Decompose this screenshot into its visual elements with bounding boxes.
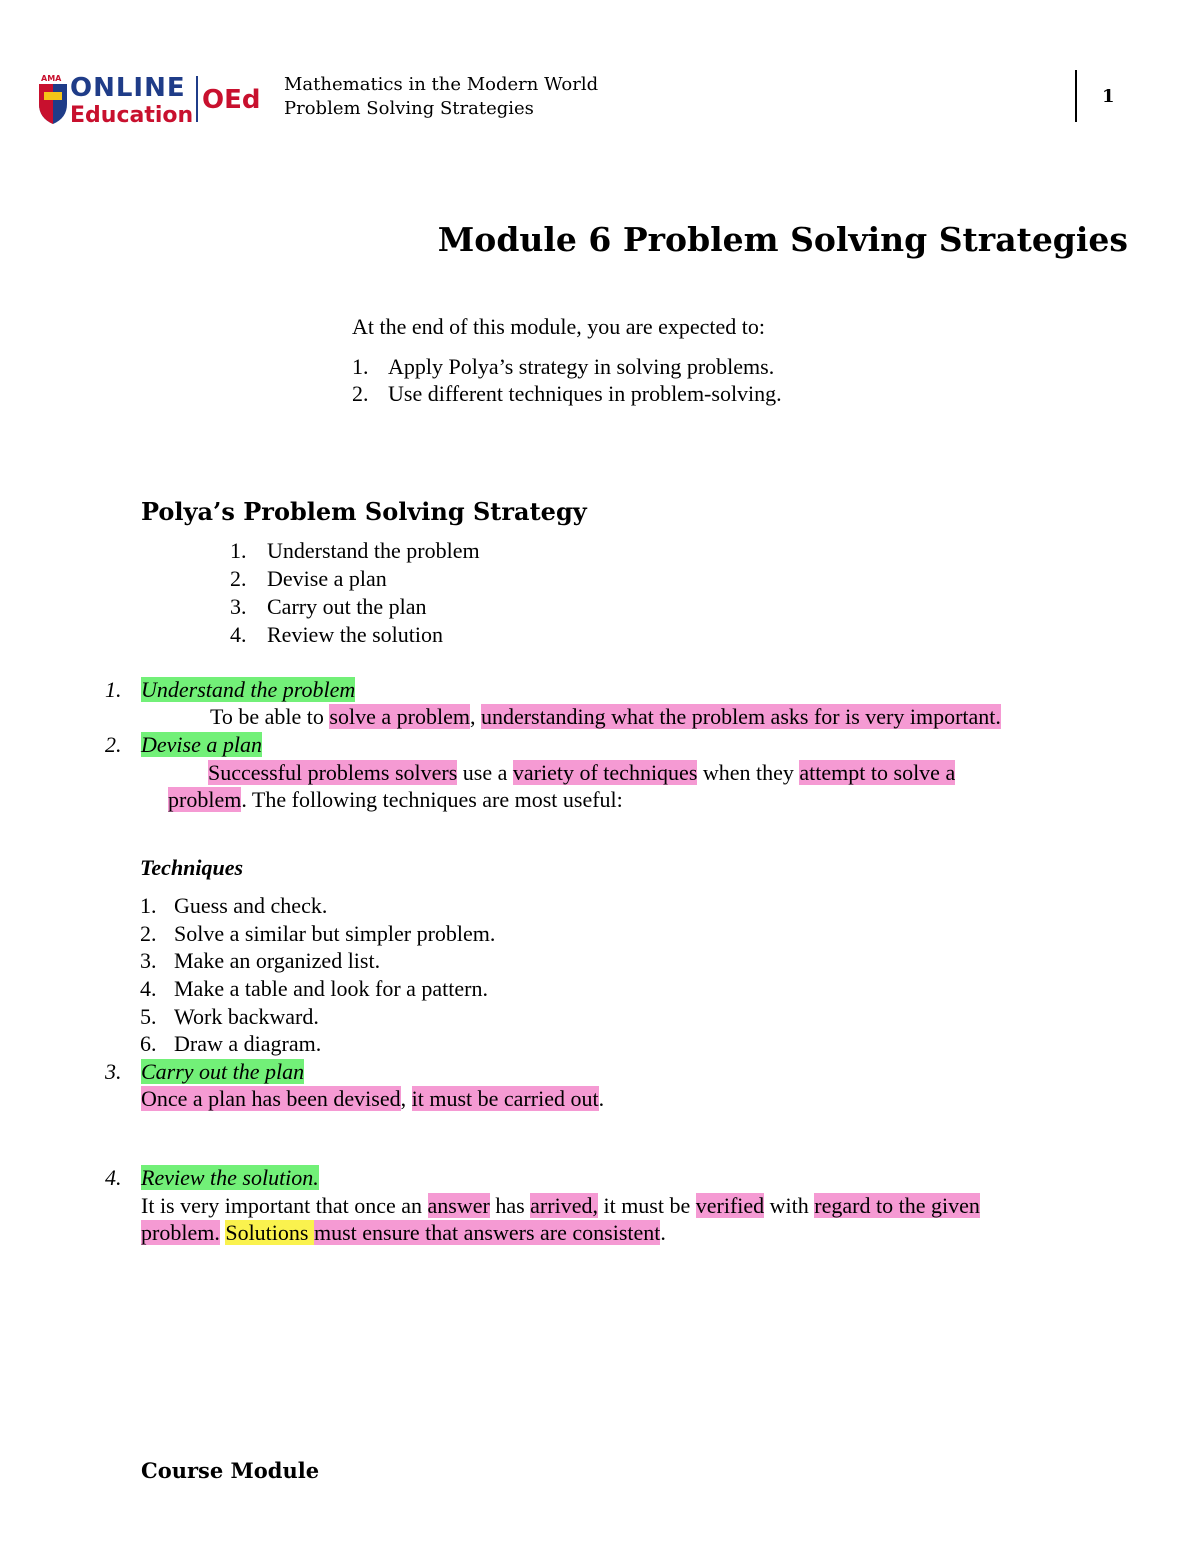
polya-step: 2. Devise a plan: [230, 566, 387, 591]
online-education-logo: [36, 70, 270, 126]
shield-text: AMA: [41, 74, 62, 83]
logo-mark: OEd: [202, 85, 261, 115]
technique-item: 3. Make an organized list.: [140, 948, 381, 973]
section-heading-carry: 3. Carry out the plan: [105, 1059, 305, 1084]
review-paragraph-line2: problem. Solutions must ensure that answers are consistent.: [141, 1220, 666, 1245]
devise-paragraph-line2: problem. The following techniques are most useful:: [168, 787, 623, 812]
header-module-subtitle: Problem Solving Strategies: [284, 98, 534, 119]
page-number: 1: [1102, 86, 1115, 107]
footer-course-module: Course Module: [141, 1458, 320, 1483]
polya-step: 1. Understand the problem: [230, 538, 480, 563]
polya-step: 4. Review the solution: [230, 622, 443, 647]
section-heading-devise: 2. Devise a plan: [105, 732, 262, 757]
review-paragraph-line1: It is very important that once an answer has arrived, it must be verified with regard to the given: [141, 1193, 980, 1218]
polya-step: 3. Carry out the plan: [230, 594, 427, 619]
section-heading-review: 4. Review the solution.: [105, 1165, 319, 1190]
logo-brand-top: ONLINE: [70, 73, 186, 103]
page-title: Module 6 Problem Solving Strategies: [437, 220, 1128, 259]
shield-icon: [39, 84, 67, 124]
devise-paragraph-line1: Successful problems solvers use a variety of techniques when they attempt to solve a: [208, 760, 956, 785]
understand-paragraph: To be able to solve a problem, understanding what the problem asks for is very important.: [210, 704, 1001, 729]
objective-item: 1. Apply Polya’s strategy in solving problems.: [352, 354, 775, 379]
objectives-intro: At the end of this module, you are expected to:: [352, 314, 765, 339]
techniques-heading: Techniques: [140, 855, 244, 880]
technique-item: 2. Solve a similar but simpler problem.: [140, 921, 496, 946]
header-divider: [1075, 70, 1077, 122]
technique-item: 6. Draw a diagram.: [140, 1031, 322, 1056]
technique-item: 1. Guess and check.: [140, 893, 328, 918]
logo-brand-bottom: Education: [70, 103, 194, 126]
technique-item: 5. Work backward.: [140, 1004, 319, 1029]
carry-paragraph: Once a plan has been devised, it must be carried out.: [141, 1086, 605, 1111]
section-heading-understand: 1. Understand the problem: [105, 677, 356, 702]
polya-heading: Polya’s Problem Solving Strategy: [141, 497, 587, 526]
objective-item: 2. Use different techniques in problem-solving.: [352, 381, 782, 406]
technique-item: 4. Make a table and look for a pattern.: [140, 976, 488, 1001]
header-course-title: Mathematics in the Modern World: [284, 74, 599, 95]
